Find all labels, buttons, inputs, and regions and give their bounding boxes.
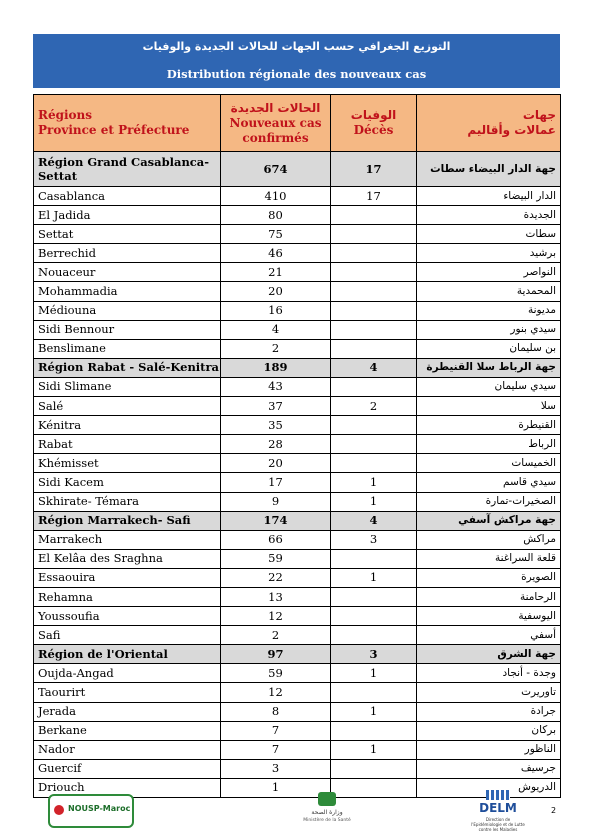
delm-logo: DELM Direction de l'Epidémiologie et de Lutte contre les Maladies [470, 790, 526, 830]
table-row [34, 454, 561, 473]
province-name-ar: بن سليمان [417, 339, 561, 358]
region-deaths: 17 [331, 152, 417, 187]
province-name-ar: تاوريرت [417, 683, 561, 702]
province-name-ar: الجديدة [417, 206, 561, 225]
province-name-fr: El Jadida [34, 206, 221, 225]
table-row [34, 721, 561, 740]
province-name-ar: الخميسات [417, 454, 561, 473]
province-name-ar: جرسيف [417, 759, 561, 778]
province-deaths: 1 [331, 664, 417, 683]
province-deaths [331, 244, 417, 263]
ministry-emblem-icon [318, 792, 336, 806]
table-body [34, 152, 561, 798]
province-deaths [331, 587, 417, 606]
province-cases: 59 [221, 664, 331, 683]
page-number: 2 [551, 806, 557, 815]
region-name-fr: Région Grand Casablanca-Settat [34, 152, 221, 187]
province-name-ar: الرباط [417, 435, 561, 454]
province-deaths: 1 [331, 740, 417, 759]
table-row [34, 301, 561, 320]
province-name-ar: المحمدية [417, 282, 561, 301]
province-name-fr: Nouaceur [34, 263, 221, 282]
header-deaths: الوفيات Décès [331, 95, 417, 152]
province-name-ar: مراكش [417, 530, 561, 549]
region-row [34, 152, 561, 187]
province-deaths [331, 435, 417, 454]
region-cases: 174 [221, 511, 331, 530]
province-cases: 20 [221, 454, 331, 473]
province-name-ar: النواصر [417, 263, 561, 282]
table-row [34, 473, 561, 492]
province-name-fr: Settat [34, 225, 221, 244]
region-name-fr: Région Rabat - Salé-Kenitra [34, 358, 221, 377]
province-deaths: 3 [331, 530, 417, 549]
province-name-ar: بركان [417, 721, 561, 740]
province-cases: 80 [221, 206, 331, 225]
province-name-fr: Skhirate- Témara [34, 492, 221, 511]
province-name-fr: Salé [34, 397, 221, 416]
region-cases: 674 [221, 152, 331, 187]
region-name-ar: جهة الرباط سلا القنيطرة [417, 358, 561, 377]
province-name-ar: اليوسفية [417, 607, 561, 626]
province-deaths [331, 607, 417, 626]
province-cases: 46 [221, 244, 331, 263]
title-arabic: التوزيع الجغرافي حسب الجهات للحالات الجديدة والوفيات [142, 40, 451, 53]
province-name-ar: الدريوش [417, 778, 561, 797]
province-name-ar: الدار البيضاء [417, 187, 561, 206]
region-cases: 97 [221, 645, 331, 664]
province-name-fr: Youssoufia [34, 607, 221, 626]
table-row [34, 225, 561, 244]
province-name-fr: Khémisset [34, 454, 221, 473]
province-deaths [331, 721, 417, 740]
title-french: Distribution régionale des nouveaux cas [166, 67, 427, 81]
region-deaths: 4 [331, 511, 417, 530]
province-name-fr: Sidi Kacem [34, 473, 221, 492]
table-row [34, 377, 561, 396]
table-row [34, 397, 561, 416]
region-name-fr: Région de l'Oriental [34, 645, 221, 664]
province-cases: 3 [221, 759, 331, 778]
province-name-fr: Nador [34, 740, 221, 759]
province-cases: 59 [221, 549, 331, 568]
province-deaths [331, 301, 417, 320]
province-name-ar: سيدي سليمان [417, 377, 561, 396]
table-row [34, 587, 561, 606]
province-name-fr: Médiouna [34, 301, 221, 320]
nousp-emblem-icon [54, 805, 64, 815]
province-cases: 1 [221, 778, 331, 797]
province-name-fr: Rehamna [34, 587, 221, 606]
province-name-ar: سطات [417, 225, 561, 244]
province-deaths [331, 339, 417, 358]
province-name-fr: Sidi Slimane [34, 377, 221, 396]
province-name-fr: Sidi Bennour [34, 320, 221, 339]
table-row [34, 683, 561, 702]
region-name-ar: جهة الدار البيضاء سطات [417, 152, 561, 187]
province-cases: 16 [221, 301, 331, 320]
province-name-fr: Oujda-Angad [34, 664, 221, 683]
province-cases: 13 [221, 587, 331, 606]
province-deaths [331, 320, 417, 339]
province-cases: 20 [221, 282, 331, 301]
province-cases: 2 [221, 339, 331, 358]
table-row [34, 339, 561, 358]
province-cases: 2 [221, 626, 331, 645]
table-row [34, 626, 561, 645]
province-name-fr: Benslimane [34, 339, 221, 358]
table-row [34, 206, 561, 225]
province-name-fr: Kénitra [34, 416, 221, 435]
region-cases: 189 [221, 358, 331, 377]
province-cases: 21 [221, 263, 331, 282]
province-cases: 7 [221, 721, 331, 740]
province-cases: 75 [221, 225, 331, 244]
region-deaths: 4 [331, 358, 417, 377]
province-name-ar: مديونة [417, 301, 561, 320]
province-cases: 28 [221, 435, 331, 454]
province-deaths: 1 [331, 473, 417, 492]
table-row [34, 759, 561, 778]
table-row [34, 702, 561, 721]
province-name-fr: Essaouira [34, 568, 221, 587]
province-name-fr: Berrechid [34, 244, 221, 263]
table-row [34, 607, 561, 626]
province-cases: 9 [221, 492, 331, 511]
region-name-fr: Région Marrakech- Safi [34, 511, 221, 530]
province-cases: 22 [221, 568, 331, 587]
distribution-table [33, 94, 561, 798]
province-deaths [331, 626, 417, 645]
table-row [34, 282, 561, 301]
page-footer [0, 790, 595, 831]
province-name-fr: Jerada [34, 702, 221, 721]
province-deaths [331, 759, 417, 778]
table-row [34, 187, 561, 206]
header-regions-ar: جهات عمالات وأقاليم [417, 95, 561, 152]
province-cases: 410 [221, 187, 331, 206]
region-row [34, 511, 561, 530]
province-deaths: 1 [331, 568, 417, 587]
province-deaths: 1 [331, 702, 417, 721]
province-cases: 66 [221, 530, 331, 549]
province-name-ar: جرادة [417, 702, 561, 721]
province-name-ar: أسفي [417, 626, 561, 645]
province-deaths: 17 [331, 187, 417, 206]
region-name-ar: جهة الشرق [417, 645, 561, 664]
province-cases: 8 [221, 702, 331, 721]
region-name-ar: جهة مراكش آسفي [417, 511, 561, 530]
province-name-ar: برشيد [417, 244, 561, 263]
ministry-logo: وزارة الصحة Ministère de la Santé [300, 792, 354, 828]
table-row [34, 664, 561, 683]
table-row [34, 492, 561, 511]
table-row [34, 320, 561, 339]
province-cases: 12 [221, 683, 331, 702]
province-name-fr: Rabat [34, 435, 221, 454]
province-deaths [331, 206, 417, 225]
province-name-ar: الناظور [417, 740, 561, 759]
province-deaths [331, 549, 417, 568]
region-deaths: 3 [331, 645, 417, 664]
province-name-fr: El Kelâa des Sraghna [34, 549, 221, 568]
province-cases: 17 [221, 473, 331, 492]
province-name-fr: Taourirt [34, 683, 221, 702]
province-name-ar: سلا [417, 397, 561, 416]
table-row [34, 263, 561, 282]
province-deaths [331, 416, 417, 435]
province-name-fr: Casablanca [34, 187, 221, 206]
province-deaths [331, 282, 417, 301]
title-banner [33, 34, 560, 88]
province-cases: 37 [221, 397, 331, 416]
table-row [34, 244, 561, 263]
province-cases: 12 [221, 607, 331, 626]
province-name-ar: سيدي بنور [417, 320, 561, 339]
province-cases: 7 [221, 740, 331, 759]
province-name-fr: Guercif [34, 759, 221, 778]
table-row [34, 435, 561, 454]
header-regions-fr: Régions Province et Préfecture [34, 95, 221, 152]
province-name-fr: Marrakech [34, 530, 221, 549]
province-name-ar: القنيطرة [417, 416, 561, 435]
province-cases: 4 [221, 320, 331, 339]
region-row [34, 645, 561, 664]
province-cases: 43 [221, 377, 331, 396]
province-deaths [331, 263, 417, 282]
province-deaths [331, 683, 417, 702]
province-name-ar: الرحامنة [417, 587, 561, 606]
province-cases: 35 [221, 416, 331, 435]
header-new-cases: الحالات الجديدة Nouveaux cas confirmés [221, 95, 331, 152]
province-name-fr: Mohammadia [34, 282, 221, 301]
nousp-logo: NOUSP-Maroc [48, 794, 134, 828]
table-row [34, 740, 561, 759]
province-name-ar: سيدي قاسم [417, 473, 561, 492]
table-header-row [34, 95, 561, 152]
province-deaths [331, 377, 417, 396]
province-name-ar: وجدة - أنجاد [417, 664, 561, 683]
region-row [34, 358, 561, 377]
province-name-fr: Driouch [34, 778, 221, 797]
province-deaths: 2 [331, 397, 417, 416]
province-deaths [331, 225, 417, 244]
delm-emblem-icon [486, 790, 510, 800]
table-row [34, 549, 561, 568]
province-name-fr: Berkane [34, 721, 221, 740]
province-name-ar: الصخيرات-تمارة [417, 492, 561, 511]
table-row [34, 416, 561, 435]
province-deaths: 1 [331, 492, 417, 511]
province-name-fr: Safi [34, 626, 221, 645]
province-name-ar: الصويرة [417, 568, 561, 587]
table-row [34, 568, 561, 587]
table-row [34, 530, 561, 549]
province-name-ar: قلعة السراغنة [417, 549, 561, 568]
province-deaths [331, 454, 417, 473]
